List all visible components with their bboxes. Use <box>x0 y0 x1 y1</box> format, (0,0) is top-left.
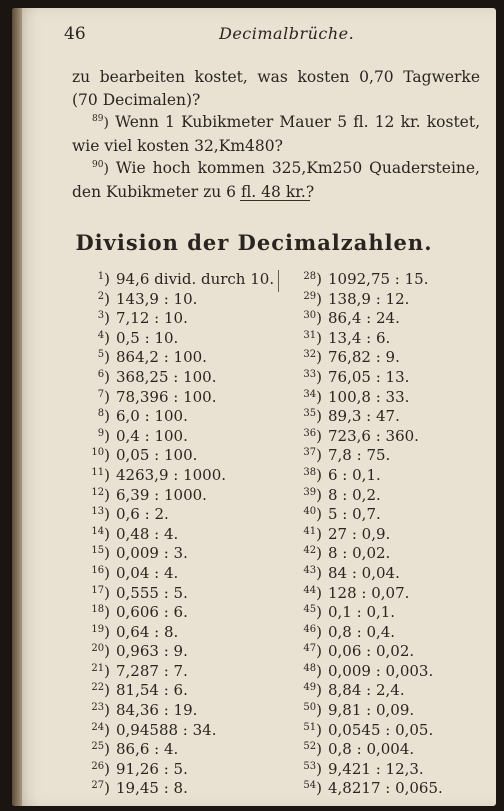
exercise-number-digits: 30 <box>303 310 317 322</box>
section-divider <box>240 200 310 201</box>
exercise-number: $^{47}$) <box>303 642 322 661</box>
exercise-number: $^{19}$) <box>91 622 110 641</box>
exercise-number: $^6$) <box>97 367 110 386</box>
exercise-number-digits: 37 <box>303 447 317 459</box>
book-page <box>12 8 496 806</box>
exercise-number-digits: 12 <box>91 486 105 498</box>
exercise-number-digits: 27 <box>91 780 105 792</box>
exercise-text: 76,82 : 9. <box>328 348 400 367</box>
page-number: 46 <box>64 24 86 44</box>
exercise-number: $^{20}$) <box>91 642 110 661</box>
exercise-item <box>298 603 498 623</box>
exercise-number-digits: 6 <box>97 368 105 380</box>
exercise-item <box>298 525 498 545</box>
exercise-text: 143,9 : 10. <box>116 289 198 308</box>
exercise-text: 0,5 : 10. <box>116 328 179 347</box>
exercise-number: $^{26}$) <box>91 759 110 778</box>
exercise-number: $^{48}$) <box>303 661 322 680</box>
exercise-item <box>298 446 498 466</box>
exercise-90: $^{90}$) Wie hoch kommen 325,Km250 Quadersteine, den Kubikmeter zu 6 fl. 48 kr.? <box>72 159 480 201</box>
exercise-number: $^5$) <box>97 348 110 367</box>
exercise-number-digits: 51 <box>303 721 317 733</box>
exercise-number-digits: 31 <box>303 329 317 341</box>
exercise-item <box>86 446 286 466</box>
exercise-item <box>86 348 286 368</box>
exercise-number-digits: 5 <box>97 349 105 361</box>
exercise-item <box>86 740 286 760</box>
exercise-text: 0,94588 : 34. <box>116 720 217 739</box>
exercise-text: 0,4 : 100. <box>116 426 188 445</box>
exercise-number-digits: 19 <box>91 623 105 635</box>
exercise-item <box>86 662 286 682</box>
exercise-item <box>298 486 498 506</box>
exercise-text: 0,8 : 0,004. <box>328 740 415 759</box>
exercise-number: $^{22}$) <box>91 681 110 700</box>
exercise-item <box>298 388 498 408</box>
exercise-text: 0,04 : 4. <box>116 563 179 582</box>
exercise-text: 7,12 : 10. <box>116 309 188 328</box>
exercise-item <box>298 623 498 643</box>
book-spine <box>12 8 22 806</box>
exercise-item <box>298 348 498 368</box>
exercise-number: $^{27}$) <box>91 779 110 798</box>
exercise-item <box>298 701 498 721</box>
exercise-item <box>86 368 286 388</box>
exercise-number: $^{37}$) <box>303 446 322 465</box>
exercise-text: 19,45 : 8. <box>116 779 188 798</box>
exercise-number-digits: 14 <box>91 525 105 537</box>
exercise-text: 27 : 0,9. <box>328 524 391 543</box>
exercise-number: $^4$) <box>97 328 110 347</box>
exercise-number: $^{39}$) <box>303 485 322 504</box>
prose-continuation: zu bearbeiten kostet, was kosten 0,70 Tagwerke (70 Decimalen)? <box>72 68 480 109</box>
exercise-item <box>86 505 286 525</box>
exercise-item <box>86 309 286 329</box>
exercise-text: 4,8217 : 0,065. <box>328 779 443 798</box>
exercise-number-digits: 50 <box>303 702 317 714</box>
exercise-text: 8 : 0,02. <box>328 544 391 563</box>
exercise-item <box>298 270 498 290</box>
exercise-number: $^{53}$) <box>303 759 322 778</box>
exercise-item <box>86 701 286 721</box>
exercise-89-text: Wenn 1 Kubikmeter Mauer 5 fl. 12 kr. kostet, wie viel kosten 32,Km480? <box>72 113 481 155</box>
exercise-number-digits: 52 <box>303 741 317 753</box>
exercise-number: $^{38}$) <box>303 465 322 484</box>
exercise-text: 0,1 : 0,1. <box>328 603 396 622</box>
exercise-text: 78,396 : 100. <box>116 387 217 406</box>
exercise-item <box>86 329 286 349</box>
exercise-item <box>86 486 286 506</box>
exercise-text: 0,48 : 4. <box>116 524 179 543</box>
exercise-number-digits: 3 <box>97 310 105 322</box>
exercise-number-digits: 4 <box>97 329 105 341</box>
exercise-number-digits: 15 <box>91 545 105 557</box>
exercise-number: $^{29}$) <box>303 289 322 308</box>
exercise-number-digits: 17 <box>91 584 105 596</box>
exercise-item <box>86 388 286 408</box>
exercise-text: 0,009 : 0,003. <box>328 661 434 680</box>
exercise-number: $^{32}$) <box>303 348 322 367</box>
exercise-number-digits: 47 <box>303 643 317 655</box>
exercise-number: $^3$) <box>97 309 110 328</box>
exercise-number: $^{28}$) <box>303 270 322 288</box>
exercise-number-digits: 45 <box>303 604 317 616</box>
exercise-item <box>86 721 286 741</box>
exercise-item <box>298 466 498 486</box>
exercise-item <box>86 564 286 584</box>
exercise-number: $^{14}$) <box>91 524 110 543</box>
exercise-text: 0,64 : 8. <box>116 622 179 641</box>
exercise-item <box>298 368 498 388</box>
exercise-text: 6,39 : 1000. <box>116 485 207 504</box>
exercise-number: $^2$) <box>97 289 110 308</box>
exercise-text: 0,6 : 2. <box>116 505 169 524</box>
exercise-text: 128 : 0,07. <box>328 583 410 602</box>
exercise-item <box>86 466 286 486</box>
exercise-text: 86,4 : 24. <box>328 309 400 328</box>
exercise-item <box>298 584 498 604</box>
page-header <box>64 22 464 46</box>
exercise-text: 84 : 0,04. <box>328 563 400 582</box>
exercise-text: 1092,75 : 15. <box>328 270 429 288</box>
exercise-text: 86,6 : 4. <box>116 740 179 759</box>
exercise-number-digits: 22 <box>91 682 105 694</box>
exercise-item <box>298 505 498 525</box>
exercise-89: $^{89}$) Wenn 1 Kubikmeter Mauer 5 fl. 12 kr. kostet, wie viel kosten 32,Km480? <box>72 113 481 155</box>
exercise-number-digits: 2 <box>97 290 105 302</box>
exercise-number-digits: 28 <box>303 271 317 282</box>
exercise-item <box>86 779 286 799</box>
exercise-text: 9,81 : 0,09. <box>328 701 415 720</box>
exercise-item <box>298 740 498 760</box>
exercise-text: 81,54 : 6. <box>116 681 188 700</box>
exercise-number: $^{16}$) <box>91 563 110 582</box>
exercise-item <box>298 329 498 349</box>
exercise-text: 0,8 : 0,4. <box>328 622 396 641</box>
exercise-item <box>298 681 498 701</box>
exercise-text: 138,9 : 12. <box>328 289 410 308</box>
exercise-number-digits: 9 <box>97 427 105 439</box>
exercise-number-digits: 21 <box>91 662 105 674</box>
exercise-list-left <box>86 270 286 799</box>
exercise-90-number: 90 <box>92 160 104 170</box>
exercise-text: 94,6 divid. durch 10. <box>116 270 275 288</box>
exercise-item <box>298 721 498 741</box>
exercise-text: 4263,9 : 1000. <box>116 465 227 484</box>
exercise-number: $^8$) <box>97 407 110 426</box>
exercise-text: 723,6 : 360. <box>328 426 419 445</box>
exercise-number: $^{10}$) <box>91 446 110 465</box>
exercise-item <box>86 603 286 623</box>
exercise-text: 0,05 : 100. <box>116 446 198 465</box>
exercise-number: $^{49}$) <box>303 681 322 700</box>
exercise-number-digits: 38 <box>303 466 317 478</box>
exercise-number-digits: 13 <box>91 506 105 518</box>
exercise-list-right <box>298 270 498 799</box>
exercise-item <box>298 760 498 780</box>
exercise-number-digits: 39 <box>303 486 317 498</box>
exercise-number-digits: 33 <box>303 368 317 380</box>
exercise-text: 0,009 : 3. <box>116 544 188 563</box>
exercise-text: 0,606 : 6. <box>116 603 188 622</box>
section-title: Division der Decimalzahlen. <box>75 230 433 255</box>
exercise-item <box>86 760 286 780</box>
exercise-text: 7,287 : 7. <box>116 661 188 680</box>
exercise-item <box>298 407 498 427</box>
exercise-number-digits: 25 <box>91 741 105 753</box>
exercise-text: 13,4 : 6. <box>328 328 391 347</box>
exercise-number-digits: 20 <box>91 643 105 655</box>
exercise-text: 6,0 : 100. <box>116 407 188 426</box>
exercise-number: $^{35}$) <box>303 407 322 426</box>
exercise-number-digits: 42 <box>303 545 317 557</box>
exercise-number: $^{45}$) <box>303 603 322 622</box>
exercise-number: $^{25}$) <box>91 740 110 759</box>
exercise-item <box>86 407 286 427</box>
exercise-item <box>86 681 286 701</box>
exercise-item <box>86 544 286 564</box>
exercise-number-digits: 53 <box>303 760 317 772</box>
exercise-text: 7,8 : 75. <box>328 446 391 465</box>
exercise-number-digits: 1 <box>97 271 105 282</box>
exercise-89-number: 89 <box>92 114 104 124</box>
exercise-text: 5 : 0,7. <box>328 505 381 524</box>
exercise-number: $^{21}$) <box>91 661 110 680</box>
exercise-item <box>298 309 498 329</box>
exercise-number-digits: 29 <box>303 290 317 302</box>
exercise-number-digits: 32 <box>303 349 317 361</box>
exercise-item <box>86 427 286 447</box>
exercise-number: $^{13}$) <box>91 505 110 524</box>
exercise-item <box>86 584 286 604</box>
exercise-number-digits: 44 <box>303 584 317 596</box>
exercise-number-digits: 23 <box>91 702 105 714</box>
exercise-number: $^{33}$) <box>303 367 322 386</box>
exercise-text: 89,3 : 47. <box>328 407 400 426</box>
exercise-number: $^{46}$) <box>303 622 322 641</box>
exercise-number-digits: 8 <box>97 408 105 420</box>
exercise-item <box>298 662 498 682</box>
exercise-number: $^{51}$) <box>303 720 322 739</box>
exercise-number: $^{44}$) <box>303 583 322 602</box>
exercise-number: $^{52}$) <box>303 740 322 759</box>
exercise-number: $^1$) <box>97 270 110 288</box>
exercise-number: $^{12}$) <box>91 485 110 504</box>
exercise-text: 0,0545 : 0,05. <box>328 720 434 739</box>
exercise-number: $^{31}$) <box>303 328 322 347</box>
exercise-number-digits: 46 <box>303 623 317 635</box>
exercise-item <box>298 642 498 662</box>
exercise-number-digits: 24 <box>91 721 105 733</box>
exercise-number: $^7$) <box>97 387 110 406</box>
exercise-text: 6 : 0,1. <box>328 465 381 484</box>
exercise-number: $^{42}$) <box>303 544 322 563</box>
exercise-number: $^{30}$) <box>303 309 322 328</box>
exercise-number: $^{43}$) <box>303 563 322 582</box>
exercise-number: $^{36}$) <box>303 426 322 445</box>
exercise-text: 100,8 : 33. <box>328 387 410 406</box>
exercise-item <box>86 290 286 310</box>
exercise-number: $^{34}$) <box>303 387 322 406</box>
exercise-number-digits: 54 <box>303 780 317 792</box>
exercise-number: $^{41}$) <box>303 524 322 543</box>
exercise-number: $^{54}$) <box>303 779 322 798</box>
exercise-number: $^{15}$) <box>91 544 110 563</box>
exercise-number: $^{11}$) <box>91 465 110 484</box>
exercise-item <box>298 290 498 310</box>
prose-block <box>72 66 480 203</box>
exercise-text: 76,05 : 13. <box>328 367 410 386</box>
exercise-number: $^{17}$) <box>91 583 110 602</box>
exercise-number-digits: 36 <box>303 427 317 439</box>
exercise-number-digits: 43 <box>303 564 317 576</box>
exercise-text: 864,2 : 100. <box>116 348 207 367</box>
exercise-text: 368,25 : 100. <box>116 367 217 386</box>
exercise-number-digits: 7 <box>97 388 105 400</box>
exercise-item <box>298 544 498 564</box>
exercise-number: $^{40}$) <box>303 505 322 524</box>
exercise-number-digits: 49 <box>303 682 317 694</box>
exercise-item <box>86 642 286 662</box>
exercise-number-digits: 41 <box>303 525 317 537</box>
exercise-item <box>86 623 286 643</box>
exercise-number-digits: 16 <box>91 564 105 576</box>
exercise-90-text: Wie hoch kommen 325,Km250 Quadersteine, den Kubikmeter zu 6 fl. 48 kr.? <box>72 159 480 201</box>
exercise-text: 0,963 : 9. <box>116 642 188 661</box>
exercise-number-digits: 11 <box>91 466 105 478</box>
exercise-text: 8 : 0,2. <box>328 485 381 504</box>
exercise-number-digits: 35 <box>303 408 317 420</box>
exercise-text: 0,555 : 5. <box>116 583 188 602</box>
exercise-number-digits: 10 <box>91 447 105 459</box>
exercise-number-digits: 34 <box>303 388 317 400</box>
exercise-item <box>86 270 286 290</box>
exercise-number-digits: 18 <box>91 604 105 616</box>
exercise-text: 84,36 : 19. <box>116 701 198 720</box>
exercise-number: $^{50}$) <box>303 701 322 720</box>
exercise-text: 9,421 : 12,3. <box>328 759 424 778</box>
exercise-number-digits: 26 <box>91 760 105 772</box>
exercise-item <box>298 427 498 447</box>
exercise-number-digits: 40 <box>303 506 317 518</box>
exercise-number: $^{23}$) <box>91 701 110 720</box>
exercise-item <box>298 779 498 799</box>
exercise-text: 0,06 : 0,02. <box>328 642 415 661</box>
exercise-item <box>298 564 498 584</box>
exercise-number-digits: 48 <box>303 662 317 674</box>
exercise-number: $^9$) <box>97 426 110 445</box>
exercise-text: 8,84 : 2,4. <box>328 681 405 700</box>
exercise-number: $^{24}$) <box>91 720 110 739</box>
exercise-text: 91,26 : 5. <box>116 759 188 778</box>
running-head: Decimalbrüche. <box>219 24 355 43</box>
exercise-number: $^{18}$) <box>91 603 110 622</box>
exercise-item <box>86 525 286 545</box>
